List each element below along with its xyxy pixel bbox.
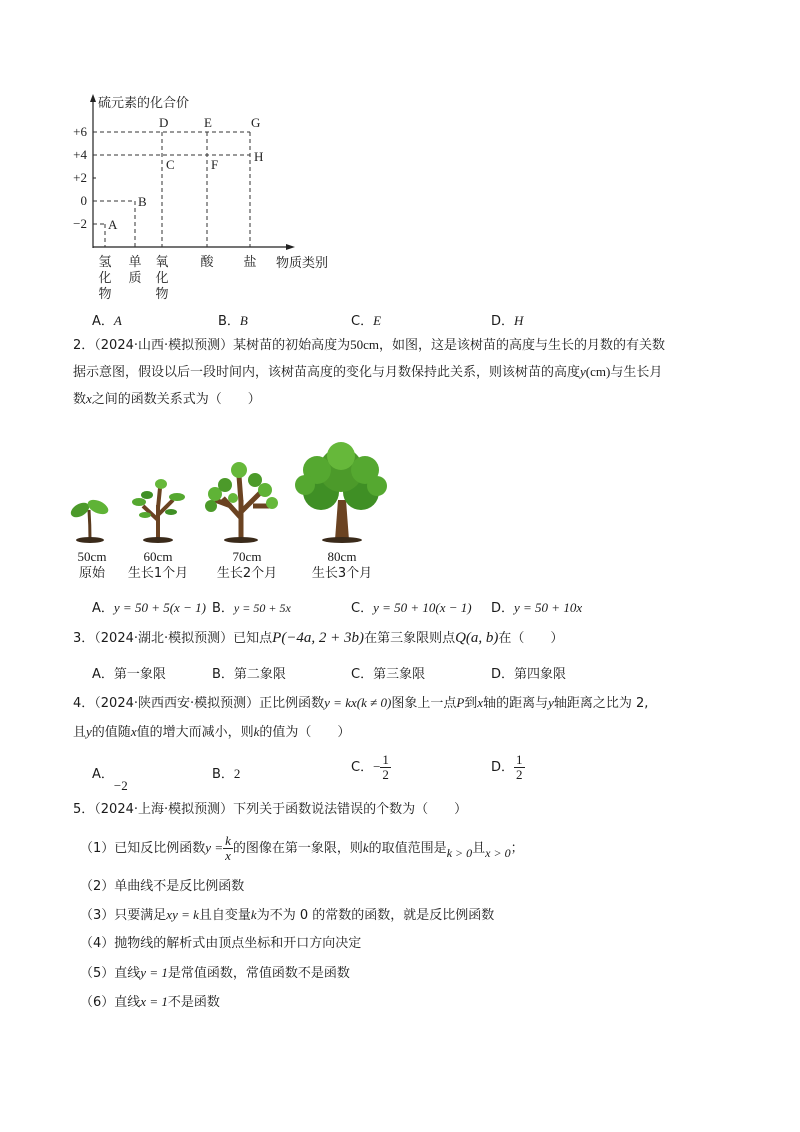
q4-option-d-fraction: $\frac{1}{2}$ bbox=[516, 752, 523, 782]
q5-item-3: （3）只要满足xy = k且自变量k为不为 0 的常数的函数，就是反比例函数 bbox=[80, 907, 495, 923]
big-tree-icon bbox=[295, 442, 387, 543]
q3-number: 3． bbox=[73, 631, 95, 646]
tree-label-2: 70cm 生长2个月 bbox=[216, 549, 278, 581]
q5-source: （2024·上海·模拟预测） bbox=[94, 802, 234, 817]
q2-option-a[interactable]: A．y = 50 + 5(x − 1) bbox=[92, 600, 206, 616]
tree-growth-illustration bbox=[65, 440, 405, 550]
q2-option-b[interactable]: B．y = 50 + 5x bbox=[212, 601, 291, 616]
q3-option-a[interactable]: A．第一象限 bbox=[92, 667, 166, 682]
tree-label-3: 80cm 生长3个月 bbox=[311, 549, 373, 581]
point-C: C bbox=[166, 157, 175, 172]
q3-option-c[interactable]: C．第三象限 bbox=[351, 667, 426, 682]
q1-option-b[interactable]: B．B bbox=[218, 313, 248, 329]
young-tree-icon bbox=[132, 479, 185, 543]
y-axis-label: 硫元素的化合价 bbox=[98, 96, 190, 111]
y-tick-label-0: +6 bbox=[73, 124, 87, 139]
q4-option-c-fraction: $\frac{1}{2}$ bbox=[382, 752, 389, 782]
q5-item-6: （6）直线x = 1不是函数 bbox=[80, 994, 220, 1010]
tree-label-1: 60cm 生长1个月 bbox=[127, 549, 189, 581]
q3-option-b[interactable]: B．第二象限 bbox=[212, 667, 286, 682]
q4-number: 4． bbox=[73, 696, 95, 711]
q3-option-d[interactable]: D．第四象限 bbox=[491, 667, 567, 682]
x-category-2-char-2: 物 bbox=[155, 287, 169, 302]
tree-label-0: 50cm 原始 bbox=[77, 549, 107, 581]
q4-option-b[interactable]: B．2 bbox=[212, 766, 241, 782]
point-G: G bbox=[251, 115, 261, 130]
q5-item-1: （1）已知反比例函数y = $\frac{k}{x}$ 的图像在第一象限，则k的取值范围是k > 0且x > 0； bbox=[80, 833, 524, 863]
y-tick-label-3: 0 bbox=[80, 193, 87, 208]
q5-item1-fraction: $\frac{k}{x}$ bbox=[225, 833, 231, 863]
q4-source: （2024·陕西西安·模拟预测） bbox=[94, 696, 260, 711]
q5-line1: 5．（2024·上海·模拟预测）下列关于函数说法错误的个数为（ ） bbox=[73, 802, 468, 817]
point-A: A bbox=[108, 217, 118, 232]
sprout-icon bbox=[68, 497, 110, 543]
x-axis-label: 物质类别 bbox=[276, 256, 329, 271]
q1-option-c[interactable]: C．E bbox=[351, 313, 382, 329]
point-H: H bbox=[254, 149, 264, 164]
q4-option-a[interactable]: A．−2 bbox=[92, 767, 128, 793]
x-category-0-char-0: 氢 bbox=[98, 255, 112, 270]
x-category-4-char-0: 盐 bbox=[243, 255, 257, 270]
point-D: D bbox=[159, 115, 169, 130]
point-E: E bbox=[204, 115, 212, 130]
x-category-1-char-1: 质 bbox=[128, 271, 142, 286]
y-tick-label-2: +2 bbox=[73, 170, 87, 185]
x-category-0-char-1: 化 bbox=[98, 271, 112, 286]
x-category-0-char-2: 物 bbox=[98, 287, 112, 302]
q2-option-c[interactable]: C．y = 50 + 10(x − 1) bbox=[351, 600, 472, 616]
q5-number: 5． bbox=[73, 802, 95, 817]
x-category-2-char-1: 化 bbox=[155, 271, 169, 286]
q2-line2: 据示意图，假设以后一段时间内，该树苗高度的变化与月数保持此关系，则该树苗的高度y(cm)与生长月 bbox=[73, 364, 663, 380]
q4-line1: 4．（2024·陕西西安·模拟预测）正比例函数y = kx(k ≠ 0)图象上一点P到x轴的距离与y轴距离之比为 2, bbox=[73, 695, 649, 711]
q3-line1: 3．（2024·湖北·模拟预测）已知点P(−4a, 2 + 3b)在第三象限则点Q(a, b)在（ ） bbox=[73, 630, 564, 646]
y-axis-arrow bbox=[90, 94, 96, 102]
point-F: F bbox=[211, 157, 219, 172]
valence-chart bbox=[60, 88, 360, 313]
q1-option-a[interactable]: A．A bbox=[92, 313, 122, 329]
q2-number: 2． bbox=[73, 338, 95, 353]
mid-tree-icon bbox=[205, 462, 278, 543]
x-category-3-char-0: 酸 bbox=[200, 255, 214, 270]
q4-option-c[interactable]: C．− $\frac{1}{2}$ bbox=[351, 752, 389, 782]
y-tick-label-4: −2 bbox=[73, 216, 87, 231]
q2-line1: 2．（2024·山西·模拟预测）某树苗的初始高度为50cm，如图，这是该树苗的高度与生长的月数的有关数 bbox=[73, 337, 666, 353]
q5-item-4: （4）抛物线的解析式由顶点坐标和开口方向决定 bbox=[80, 936, 362, 951]
q2-line3: 数x之间的函数关系式为（ ） bbox=[73, 391, 261, 407]
y-tick-label-1: +4 bbox=[73, 147, 87, 162]
x-axis-arrow bbox=[286, 244, 295, 250]
q5-item-2: （2）单曲线不是反比例函数 bbox=[80, 879, 245, 894]
point-B: B bbox=[138, 194, 147, 209]
q2-option-d[interactable]: D．y = 50 + 10x bbox=[491, 600, 583, 616]
x-category-1-char-0: 单 bbox=[128, 255, 142, 270]
q2-source: （2024·山西·模拟预测） bbox=[94, 338, 234, 353]
q4-line2: 且y的值随x值的增大而减小，则k的值为（ ） bbox=[73, 724, 351, 740]
q1-option-d[interactable]: D．H bbox=[491, 313, 524, 329]
q4-option-d[interactable]: D． $\frac{1}{2}$ bbox=[491, 752, 523, 782]
x-category-2-char-0: 氧 bbox=[155, 255, 169, 270]
q3-source: （2024·湖北·模拟预测） bbox=[94, 631, 234, 646]
q5-item-5: （5）直线y = 1是常值函数，常值函数不是函数 bbox=[80, 965, 350, 981]
